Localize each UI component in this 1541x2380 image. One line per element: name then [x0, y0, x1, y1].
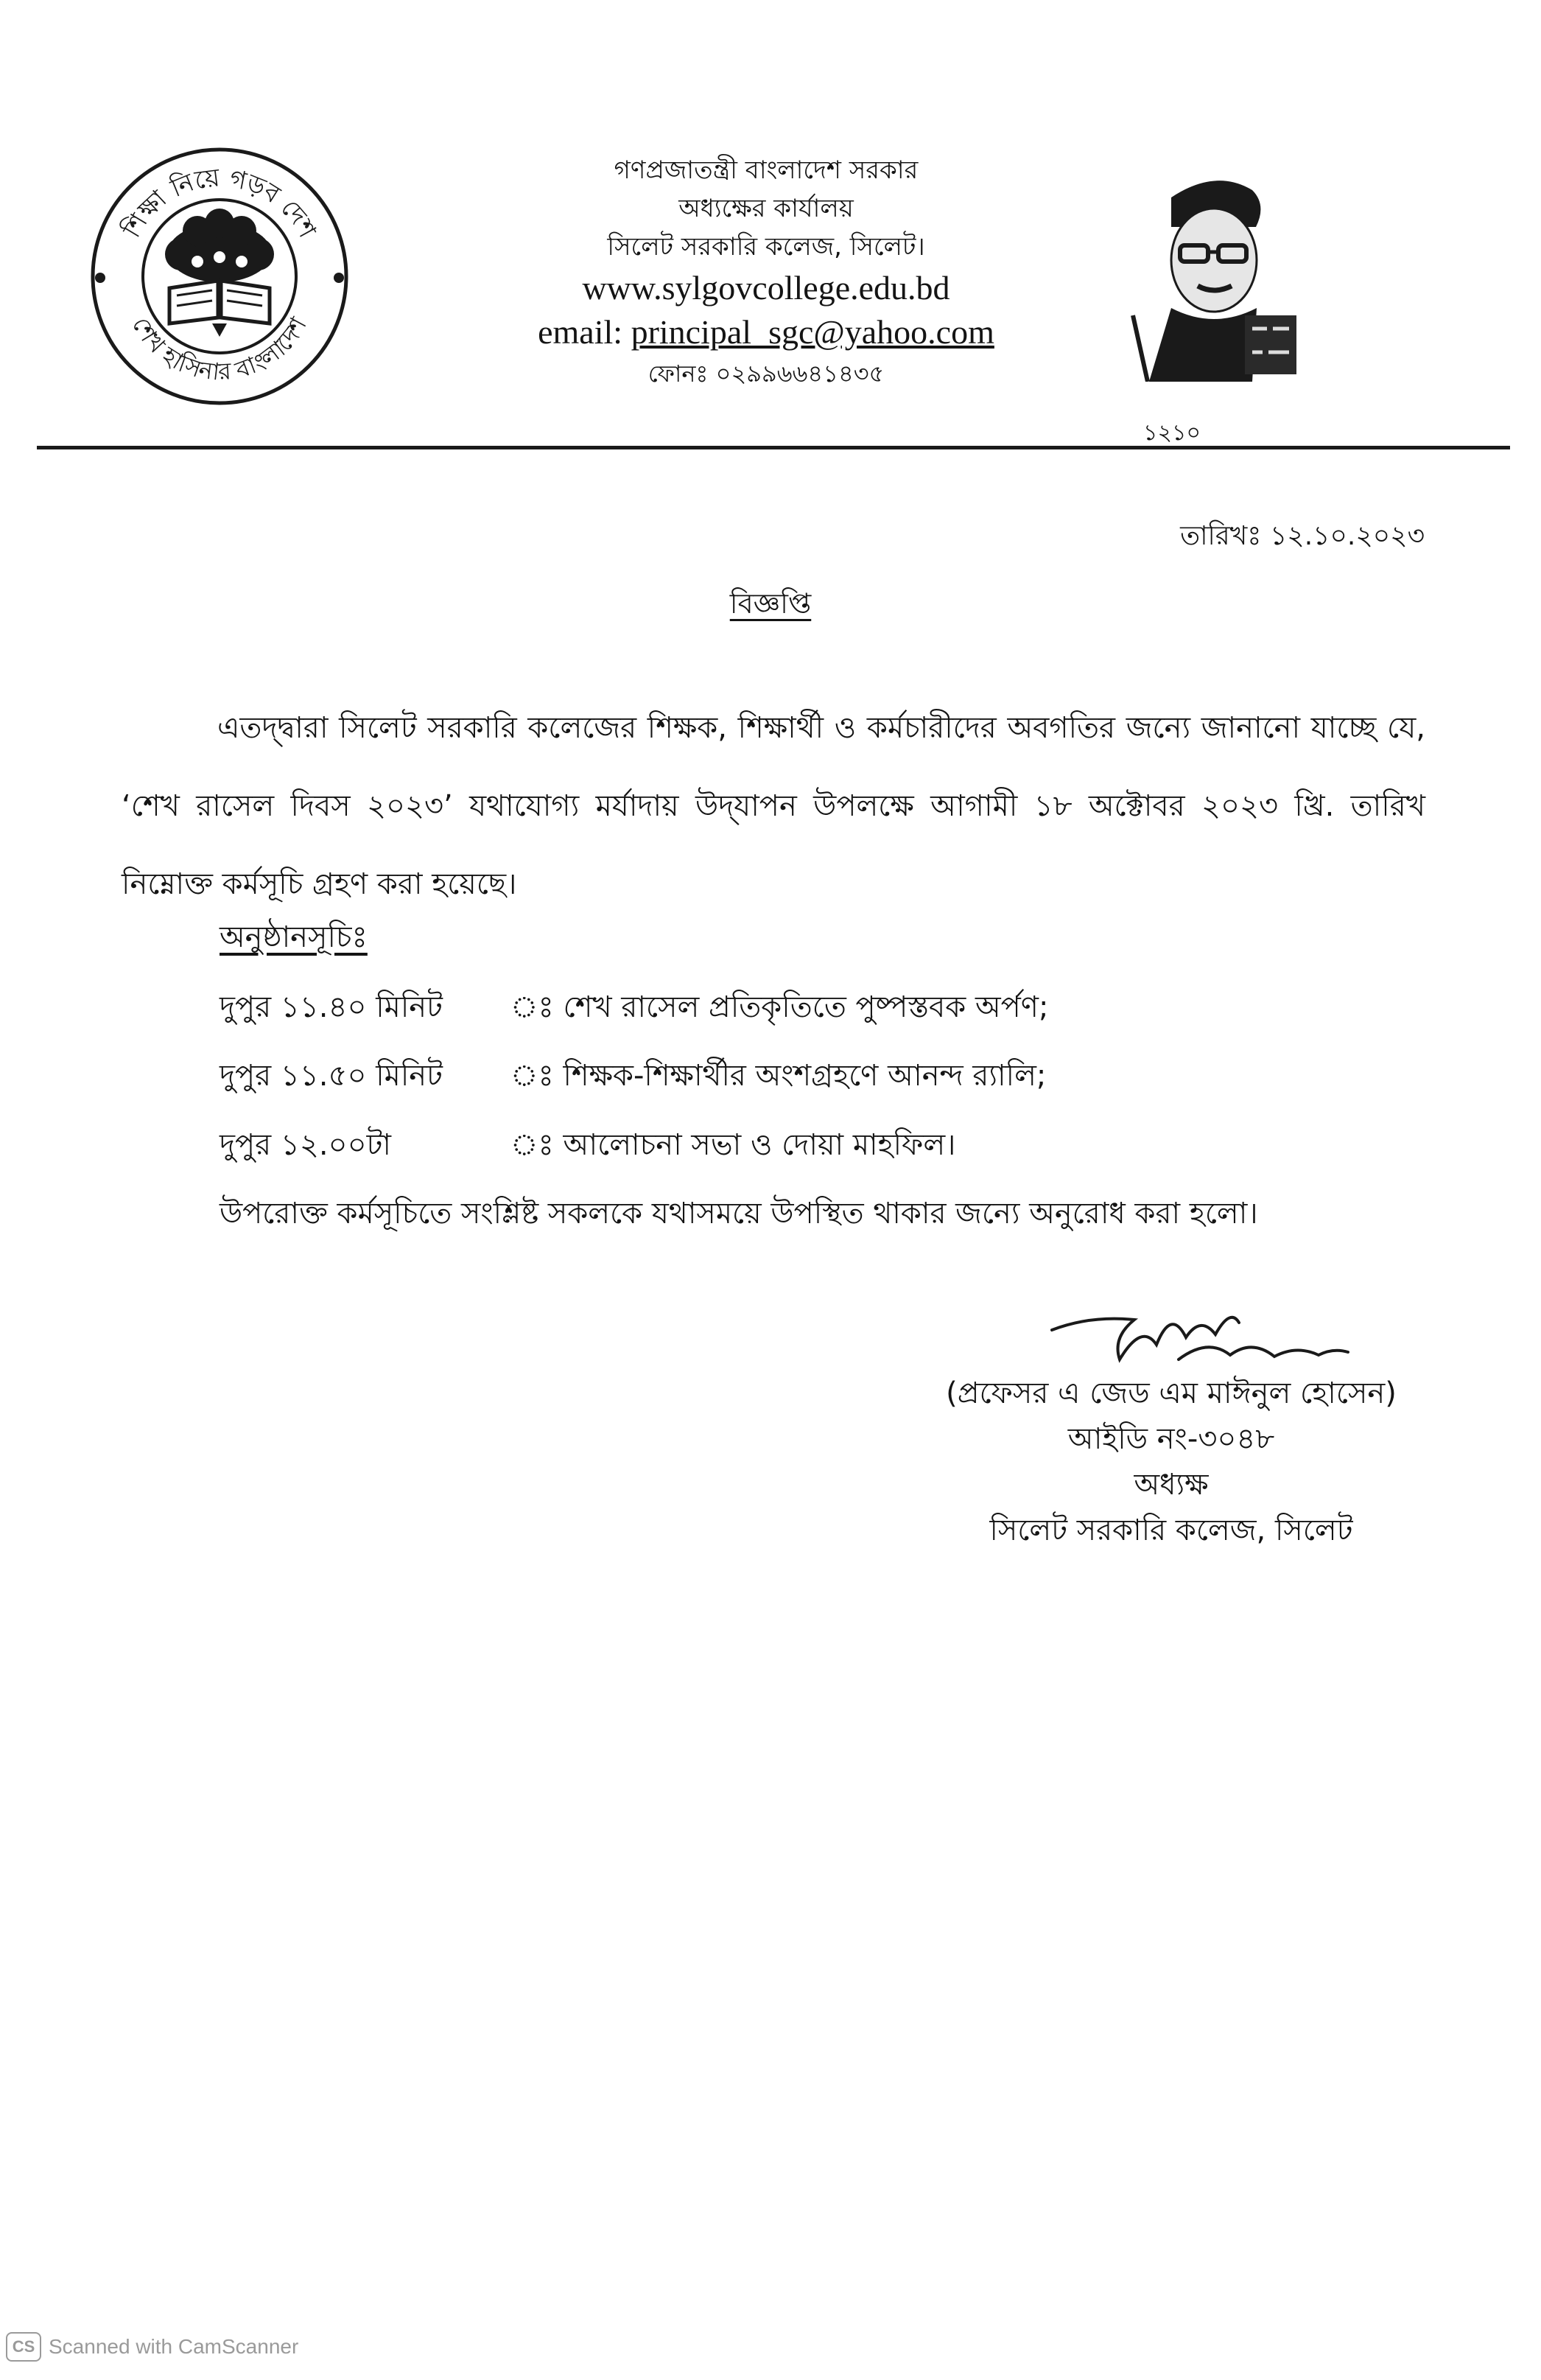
watermark-text: Scanned with CamScanner: [49, 2335, 299, 2358]
letterhead: [413, 151, 1120, 393]
schedule-item: [220, 1052, 1472, 1102]
schedule-time: দুপুর ১১.৪০ মিনিট: [220, 990, 443, 1024]
notice-title-text: বিজ্ঞপ্তি: [729, 587, 812, 620]
email-label: email:: [538, 313, 631, 351]
signatory-designation: অধ্যক্ষ: [1134, 1468, 1209, 1502]
closing-request: উপরোক্ত কর্মসূচিতে সংশ্লিষ্ট সকলকে যথাসময়ে উপস্থিত থাকার জন্যে অনুরোধ করা হলো।: [220, 1197, 1258, 1231]
website[interactable]: www.sylgovcollege.edu.bd: [582, 269, 950, 307]
portrait-emblem: [1127, 168, 1296, 382]
schedule-activity: ঃ শেখ রাসেল প্রতিকৃতিতে পুষ্পস্তবক অর্পণ;: [510, 990, 1049, 1024]
handwritten-signature: [1046, 1293, 1355, 1374]
schedule-item: [220, 984, 1472, 1033]
schedule-heading: অনুষ্ঠানসূচিঃ: [220, 920, 368, 954]
schedule-activity: ঃ শিক্ষক-শিক্ষার্থীর অংশগ্রহণে আনন্দ র‍্যালি;: [510, 1059, 1047, 1093]
email-link[interactable]: principal_sgc@yahoo.com: [631, 313, 994, 351]
phone: ফোনঃ ০২৯৯৬৬৪১৪৩৫: [647, 360, 885, 388]
scanner-watermark: [6, 2332, 298, 2362]
signatory-college: সিলেট সরকারি কলেজ, সিলেট: [989, 1513, 1353, 1547]
notice-body: এতদ্দ্বারা সিলেট সরকারি কলেজের শিক্ষক, শিক্ষার্থী ও কর্মচারীদের অবগতির জন্যে জানানো যাচ্ছে যে, ‘শেখ রাসেল দিবস ২০২৩’ যথাযোগ্য মর্যাদায় উদ্‌যাপন উপলক্ষে আগামী ১৮ অক্টোবর ২০২৩ খ্রি. তারিখ নিম্নোক্ত কর্মসূচি গ্রহণ করা হয়েছে।: [122, 711, 1425, 901]
svg-text:শিক্ষা নিয়ে গড়ব দেশ: শিক্ষা নিয়ে গড়ব দেশ: [117, 163, 322, 243]
signature-block: [854, 1371, 1488, 1553]
email-line: [413, 310, 1120, 354]
govt-name: গণপ্রজাতন্ত্রী বাংলাদেশ সরকার: [614, 155, 919, 185]
memo-number: ১২১০: [1143, 420, 1201, 446]
signatory-id: আইডি নং-৩০৪৮: [1067, 1422, 1275, 1456]
camscanner-icon: CS: [6, 2332, 41, 2362]
svg-text:শেখ হাসিনার বাংলাদেশ: শেখ হাসিনার বাংলাদেশ: [126, 312, 312, 386]
schedule-time: দুপুর ১২.০০টা: [220, 1128, 391, 1162]
office-name: অধ্যক্ষের কার্যালয়: [678, 194, 854, 223]
logo-seal-icon: [87, 144, 352, 409]
schedule-activity: ঃ আলোচনা সভা ও দোয়া মাহফিল।: [510, 1128, 956, 1162]
notice-title: [0, 582, 1541, 629]
schedule-item: [220, 1121, 1472, 1171]
portrait-icon: [1127, 168, 1296, 382]
signatory-name: (প্রফেসর এ জেড এম মাঈনুল হোসেন): [946, 1376, 1397, 1410]
schedule-time: দুপুর ১১.৫০ মিনিট: [220, 1059, 443, 1093]
notice-date: তারিখঃ ১২.১০.২০২৩: [1180, 521, 1425, 551]
college-name: সিলেট সরকারি কলেজ, সিলেট।: [607, 232, 925, 262]
college-logo: [87, 144, 352, 409]
header-divider: [37, 446, 1510, 449]
signature-icon: [1046, 1293, 1355, 1374]
